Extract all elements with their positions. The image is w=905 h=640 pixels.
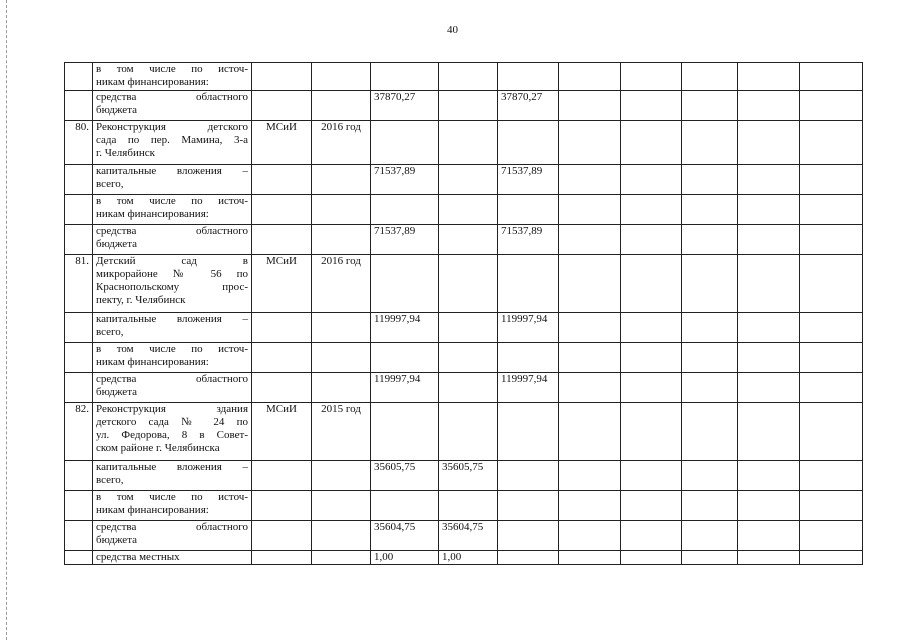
description-line: бюджета <box>96 534 138 546</box>
value-2016-cell <box>498 521 559 551</box>
description-line: Реконструкция детского <box>96 121 248 133</box>
executor-cell <box>252 343 312 373</box>
empty-cell <box>559 461 621 491</box>
total-value-cell <box>371 255 439 313</box>
value-2015-cell <box>439 373 498 403</box>
description-line: сада по пер. Мамина, 3-а <box>96 134 248 146</box>
year-cell <box>312 63 371 91</box>
empty-cell <box>682 195 738 225</box>
table-row <box>65 521 863 551</box>
empty-cell <box>800 255 863 313</box>
description-cell <box>93 491 252 521</box>
empty-cell <box>621 373 682 403</box>
description-line: капитальные вложения – <box>96 165 248 177</box>
page-edge-line <box>6 0 8 640</box>
empty-cell <box>682 491 738 521</box>
table-row <box>65 403 863 461</box>
empty-cell <box>682 255 738 313</box>
empty-cell <box>738 343 800 373</box>
value-2016-cell: 119997,94 <box>498 373 559 403</box>
value-2016-cell <box>498 461 559 491</box>
description-cell <box>93 225 252 255</box>
row-number-cell <box>65 313 93 343</box>
description-line: детского сада № 24 по <box>96 416 248 428</box>
table-row <box>65 121 863 165</box>
description-line: в том числе по источ- <box>96 491 248 503</box>
row-number-cell <box>65 461 93 491</box>
empty-cell <box>738 461 800 491</box>
total-value-cell: 119997,94 <box>371 373 439 403</box>
description-cell <box>93 551 252 565</box>
year-cell <box>312 225 371 255</box>
empty-cell <box>800 195 863 225</box>
description-line: бюджета <box>96 386 138 398</box>
table-row <box>65 313 863 343</box>
empty-cell <box>738 195 800 225</box>
year-cell <box>312 521 371 551</box>
empty-cell <box>621 491 682 521</box>
empty-cell <box>738 255 800 313</box>
value-2016-cell <box>498 403 559 461</box>
year-cell <box>312 91 371 121</box>
year-cell <box>312 343 371 373</box>
empty-cell <box>559 491 621 521</box>
description-line: средства областного <box>96 91 248 103</box>
row-number-cell <box>65 551 93 565</box>
description-line: ском районе г. Челябинска <box>96 442 220 454</box>
empty-cell <box>621 255 682 313</box>
empty-cell <box>559 225 621 255</box>
description-line: г. Челябинск <box>96 147 155 159</box>
table-row <box>65 225 863 255</box>
executor-cell <box>252 491 312 521</box>
year-cell <box>312 313 371 343</box>
empty-cell <box>800 313 863 343</box>
executor-cell <box>252 461 312 491</box>
executor-cell <box>252 63 312 91</box>
executor-cell <box>252 373 312 403</box>
description-line: Краснопольскому прос- <box>96 281 248 293</box>
description-cell <box>93 165 252 195</box>
empty-cell <box>738 551 800 565</box>
empty-cell <box>682 521 738 551</box>
empty-cell <box>559 165 621 195</box>
total-value-cell: 71537,89 <box>371 165 439 195</box>
description-cell <box>93 313 252 343</box>
description-line: никам финансирования: <box>96 504 209 516</box>
total-value-cell: 71537,89 <box>371 225 439 255</box>
empty-cell <box>800 343 863 373</box>
value-2015-cell <box>439 63 498 91</box>
row-number-cell <box>65 165 93 195</box>
financing-table <box>64 62 863 565</box>
executor-cell <box>252 165 312 195</box>
description-cell <box>93 91 252 121</box>
executor-cell <box>252 521 312 551</box>
empty-cell <box>682 551 738 565</box>
row-number-cell <box>65 63 93 91</box>
empty-cell <box>800 225 863 255</box>
empty-cell <box>559 121 621 165</box>
description-cell <box>93 521 252 551</box>
description-line: бюджета <box>96 238 138 250</box>
total-value-cell: 35604,75 <box>371 521 439 551</box>
description-line: всего, <box>96 326 124 338</box>
empty-cell <box>738 521 800 551</box>
description-cell <box>93 373 252 403</box>
value-2015-cell: 35604,75 <box>439 521 498 551</box>
empty-cell <box>559 403 621 461</box>
empty-cell <box>559 91 621 121</box>
description-cell <box>93 63 252 91</box>
empty-cell <box>800 491 863 521</box>
value-2016-cell <box>498 491 559 521</box>
value-2016-cell <box>498 195 559 225</box>
value-2015-cell: 35605,75 <box>439 461 498 491</box>
row-number-cell <box>65 91 93 121</box>
year-cell <box>312 373 371 403</box>
description-line: ул. Федорова, 8 в Совет- <box>96 429 248 441</box>
value-2015-cell <box>439 255 498 313</box>
value-2016-cell <box>498 63 559 91</box>
table-row <box>65 63 863 91</box>
executor-cell <box>252 551 312 565</box>
description-line: средства местных <box>96 551 180 563</box>
empty-cell <box>682 225 738 255</box>
empty-cell <box>800 121 863 165</box>
table-row <box>65 343 863 373</box>
value-2015-cell <box>439 165 498 195</box>
empty-cell <box>559 343 621 373</box>
value-2015-cell <box>439 491 498 521</box>
year-cell <box>312 551 371 565</box>
description-line: в том числе по источ- <box>96 195 248 207</box>
empty-cell <box>800 521 863 551</box>
empty-cell <box>682 313 738 343</box>
empty-cell <box>738 121 800 165</box>
executor-cell: МСиИ <box>252 403 312 461</box>
total-value-cell <box>371 121 439 165</box>
table-row <box>65 91 863 121</box>
year-cell: 2016 год <box>312 121 371 165</box>
total-value-cell <box>371 343 439 373</box>
executor-cell <box>252 313 312 343</box>
value-2015-cell <box>439 91 498 121</box>
description-line: всего, <box>96 178 124 190</box>
executor-cell <box>252 195 312 225</box>
total-value-cell <box>371 403 439 461</box>
empty-cell <box>800 551 863 565</box>
empty-cell <box>738 225 800 255</box>
empty-cell <box>682 343 738 373</box>
value-2016-cell <box>498 551 559 565</box>
total-value-cell <box>371 491 439 521</box>
description-line: пекту, г. Челябинск <box>96 294 186 306</box>
empty-cell <box>621 91 682 121</box>
empty-cell <box>559 63 621 91</box>
empty-cell <box>682 373 738 403</box>
empty-cell <box>738 373 800 403</box>
description-line: капитальные вложения – <box>96 313 248 325</box>
description-cell <box>93 461 252 491</box>
description-line: Реконструкция здания <box>96 403 248 415</box>
empty-cell <box>559 551 621 565</box>
row-number-cell: 82. <box>65 403 93 461</box>
value-2016-cell: 71537,89 <box>498 165 559 195</box>
year-cell <box>312 461 371 491</box>
executor-cell <box>252 225 312 255</box>
empty-cell <box>559 521 621 551</box>
total-value-cell: 37870,27 <box>371 91 439 121</box>
description-line: никам финансирования: <box>96 208 209 220</box>
empty-cell <box>621 551 682 565</box>
empty-cell <box>621 313 682 343</box>
description-line: никам финансирования: <box>96 356 209 368</box>
empty-cell <box>800 165 863 195</box>
empty-cell <box>682 121 738 165</box>
empty-cell <box>738 91 800 121</box>
table-row <box>65 165 863 195</box>
empty-cell <box>800 63 863 91</box>
description-cell <box>93 121 252 165</box>
empty-cell <box>621 403 682 461</box>
year-cell <box>312 491 371 521</box>
value-2015-cell <box>439 343 498 373</box>
empty-cell <box>621 343 682 373</box>
empty-cell <box>682 461 738 491</box>
description-line: в том числе по источ- <box>96 63 248 75</box>
value-2015-cell <box>439 121 498 165</box>
empty-cell <box>738 491 800 521</box>
description-line: всего, <box>96 474 124 486</box>
table-row <box>65 373 863 403</box>
empty-cell <box>621 63 682 91</box>
row-number-cell: 81. <box>65 255 93 313</box>
value-2015-cell <box>439 403 498 461</box>
empty-cell <box>559 255 621 313</box>
executor-cell: МСиИ <box>252 121 312 165</box>
description-line: средства областного <box>96 521 248 533</box>
empty-cell <box>738 63 800 91</box>
description-line: капитальные вложения – <box>96 461 248 473</box>
row-number-cell <box>65 343 93 373</box>
description-line: бюджета <box>96 104 138 116</box>
description-cell <box>93 403 252 461</box>
empty-cell <box>621 121 682 165</box>
empty-cell <box>682 165 738 195</box>
row-number-cell <box>65 373 93 403</box>
value-2015-cell <box>439 313 498 343</box>
description-cell <box>93 195 252 225</box>
value-2016-cell <box>498 343 559 373</box>
table-row <box>65 491 863 521</box>
value-2016-cell <box>498 121 559 165</box>
description-cell <box>93 343 252 373</box>
value-2016-cell: 119997,94 <box>498 313 559 343</box>
value-2016-cell: 71537,89 <box>498 225 559 255</box>
total-value-cell <box>371 195 439 225</box>
row-number-cell <box>65 225 93 255</box>
empty-cell <box>559 313 621 343</box>
empty-cell <box>682 91 738 121</box>
table-row <box>65 195 863 225</box>
empty-cell <box>621 195 682 225</box>
description-line: средства областного <box>96 225 248 237</box>
executor-cell <box>252 91 312 121</box>
empty-cell <box>738 403 800 461</box>
total-value-cell <box>371 63 439 91</box>
year-cell <box>312 165 371 195</box>
description-line: микрорайоне № 56 по <box>96 268 248 280</box>
description-line: в том числе по источ- <box>96 343 248 355</box>
empty-cell <box>559 373 621 403</box>
description-cell <box>93 255 252 313</box>
empty-cell <box>738 165 800 195</box>
value-2015-cell <box>439 195 498 225</box>
table-row <box>65 551 863 565</box>
empty-cell <box>559 195 621 225</box>
executor-cell: МСиИ <box>252 255 312 313</box>
total-value-cell: 1,00 <box>371 551 439 565</box>
empty-cell <box>621 225 682 255</box>
table-row <box>65 255 863 313</box>
empty-cell <box>621 521 682 551</box>
value-2015-cell <box>439 225 498 255</box>
empty-cell <box>800 91 863 121</box>
description-line: никам финансирования: <box>96 76 209 88</box>
year-cell: 2016 год <box>312 255 371 313</box>
row-number-cell: 80. <box>65 121 93 165</box>
empty-cell <box>682 63 738 91</box>
empty-cell <box>621 461 682 491</box>
description-line: Детский сад в <box>96 255 248 267</box>
empty-cell <box>738 313 800 343</box>
page-number: 40 <box>447 24 458 36</box>
empty-cell <box>682 403 738 461</box>
total-value-cell: 119997,94 <box>371 313 439 343</box>
empty-cell <box>800 461 863 491</box>
value-2016-cell <box>498 255 559 313</box>
row-number-cell <box>65 195 93 225</box>
empty-cell <box>800 373 863 403</box>
row-number-cell <box>65 491 93 521</box>
empty-cell <box>800 403 863 461</box>
total-value-cell: 35605,75 <box>371 461 439 491</box>
table-row <box>65 461 863 491</box>
empty-cell <box>621 165 682 195</box>
value-2016-cell: 37870,27 <box>498 91 559 121</box>
year-cell: 2015 год <box>312 403 371 461</box>
value-2015-cell: 1,00 <box>439 551 498 565</box>
year-cell <box>312 195 371 225</box>
description-line: средства областного <box>96 373 248 385</box>
row-number-cell <box>65 521 93 551</box>
